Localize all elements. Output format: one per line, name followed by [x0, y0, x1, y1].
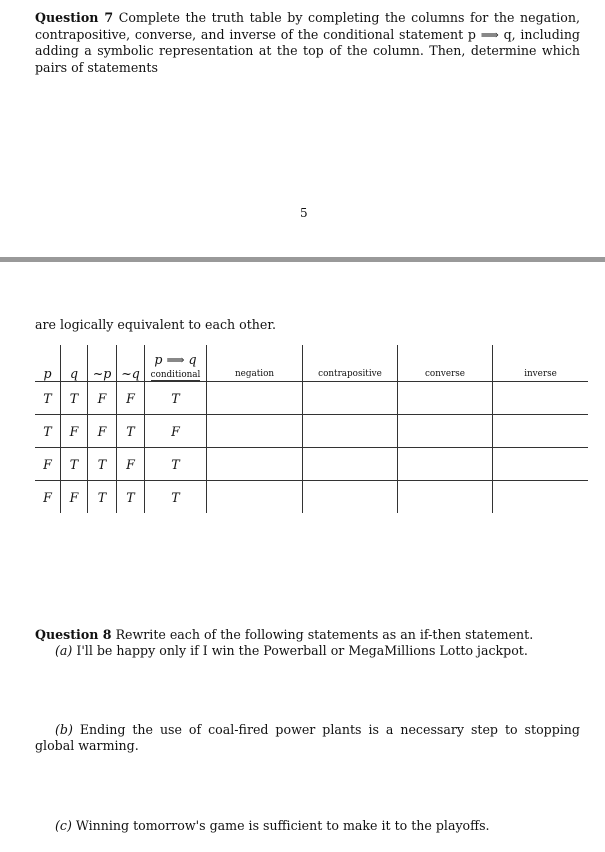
cell-conditional: T — [145, 481, 207, 514]
cell-contrapositive[interactable] — [303, 481, 398, 514]
page-separator — [0, 257, 605, 262]
cell-not-p: T — [88, 448, 117, 481]
cell-q: F — [61, 415, 88, 448]
question-8a-text: I'll be happy only if I win the Powerball or MegaMillions Lotto jackpot. — [76, 643, 528, 658]
question-7-text: Complete the truth table by completing the columns for the negation, contrapositive, converse, and inverse of the conditional statement p ⟹ q, including adding a symbolic representation at the top of the column. Then, determine which pairs of statements — [35, 10, 580, 75]
table-row — [35, 448, 588, 481]
table-row — [35, 382, 588, 415]
cell-negation[interactable] — [207, 481, 303, 514]
cell-converse[interactable] — [398, 415, 493, 448]
cell-not-q: F — [117, 382, 145, 415]
header-negation: negation — [207, 345, 303, 382]
cell-not-p: F — [88, 415, 117, 448]
cell-not-p: F — [88, 382, 117, 415]
cell-p: F — [35, 481, 61, 514]
cell-negation[interactable] — [207, 415, 303, 448]
cell-not-q: F — [117, 448, 145, 481]
truth-table — [35, 345, 588, 513]
header-not-p: ~p — [88, 345, 117, 382]
question-8b-text: Ending the use of coal-fired power plants is a necessary step to stopping global warming. — [35, 722, 580, 753]
cell-conditional: T — [145, 448, 207, 481]
cell-inverse[interactable] — [493, 415, 589, 448]
question-8a — [55, 643, 580, 659]
cell-p: T — [35, 382, 61, 415]
question-7-label: Question 7 — [35, 10, 114, 25]
question-8c-label: (c) — [55, 818, 72, 833]
header-not-q: ~q — [117, 345, 145, 382]
question-8 — [35, 627, 580, 643]
header-contrapositive: contrapositive — [303, 345, 398, 382]
cell-contrapositive[interactable] — [303, 415, 398, 448]
cell-converse[interactable] — [398, 448, 493, 481]
header-p: p — [35, 345, 61, 382]
cell-inverse[interactable] — [493, 448, 589, 481]
cell-not-q: T — [117, 415, 145, 448]
cell-inverse[interactable] — [493, 382, 589, 415]
header-inverse: inverse — [493, 345, 589, 382]
cell-p: T — [35, 415, 61, 448]
cell-q: T — [61, 448, 88, 481]
cell-inverse[interactable] — [493, 481, 589, 514]
table-row — [35, 481, 588, 514]
cell-converse[interactable] — [398, 481, 493, 514]
cell-conditional: F — [145, 415, 207, 448]
cell-q: T — [61, 382, 88, 415]
page-number: 5 — [300, 206, 308, 220]
question-8-text: Rewrite each of the following statements as an if-then statement. — [115, 627, 534, 642]
question-7-continued: are logically equivalent to each other. — [35, 317, 276, 332]
table-header-row — [35, 345, 588, 382]
header-converse: converse — [398, 345, 493, 382]
cell-contrapositive[interactable] — [303, 448, 398, 481]
cell-converse[interactable] — [398, 382, 493, 415]
cell-contrapositive[interactable] — [303, 382, 398, 415]
cell-negation[interactable] — [207, 448, 303, 481]
cell-q: F — [61, 481, 88, 514]
header-q: q — [61, 345, 88, 382]
conditional-symbol: p ⟹ q — [154, 352, 197, 367]
question-8c — [55, 818, 580, 834]
question-8b-label: (b) — [55, 722, 73, 737]
question-7 — [35, 10, 580, 76]
cell-negation[interactable] — [207, 382, 303, 415]
cell-not-p: T — [88, 481, 117, 514]
header-conditional — [145, 345, 207, 382]
cell-p: F — [35, 448, 61, 481]
question-8a-label: (a) — [55, 643, 73, 658]
question-8b — [35, 722, 580, 754]
cell-not-q: T — [117, 481, 145, 514]
cell-conditional: T — [145, 382, 207, 415]
question-8-label: Question 8 — [35, 627, 112, 642]
table-row — [35, 415, 588, 448]
question-8c-text: Winning tomorrow's game is sufficient to make it to the playoffs. — [75, 818, 490, 833]
conditional-caption: conditional — [150, 370, 201, 380]
